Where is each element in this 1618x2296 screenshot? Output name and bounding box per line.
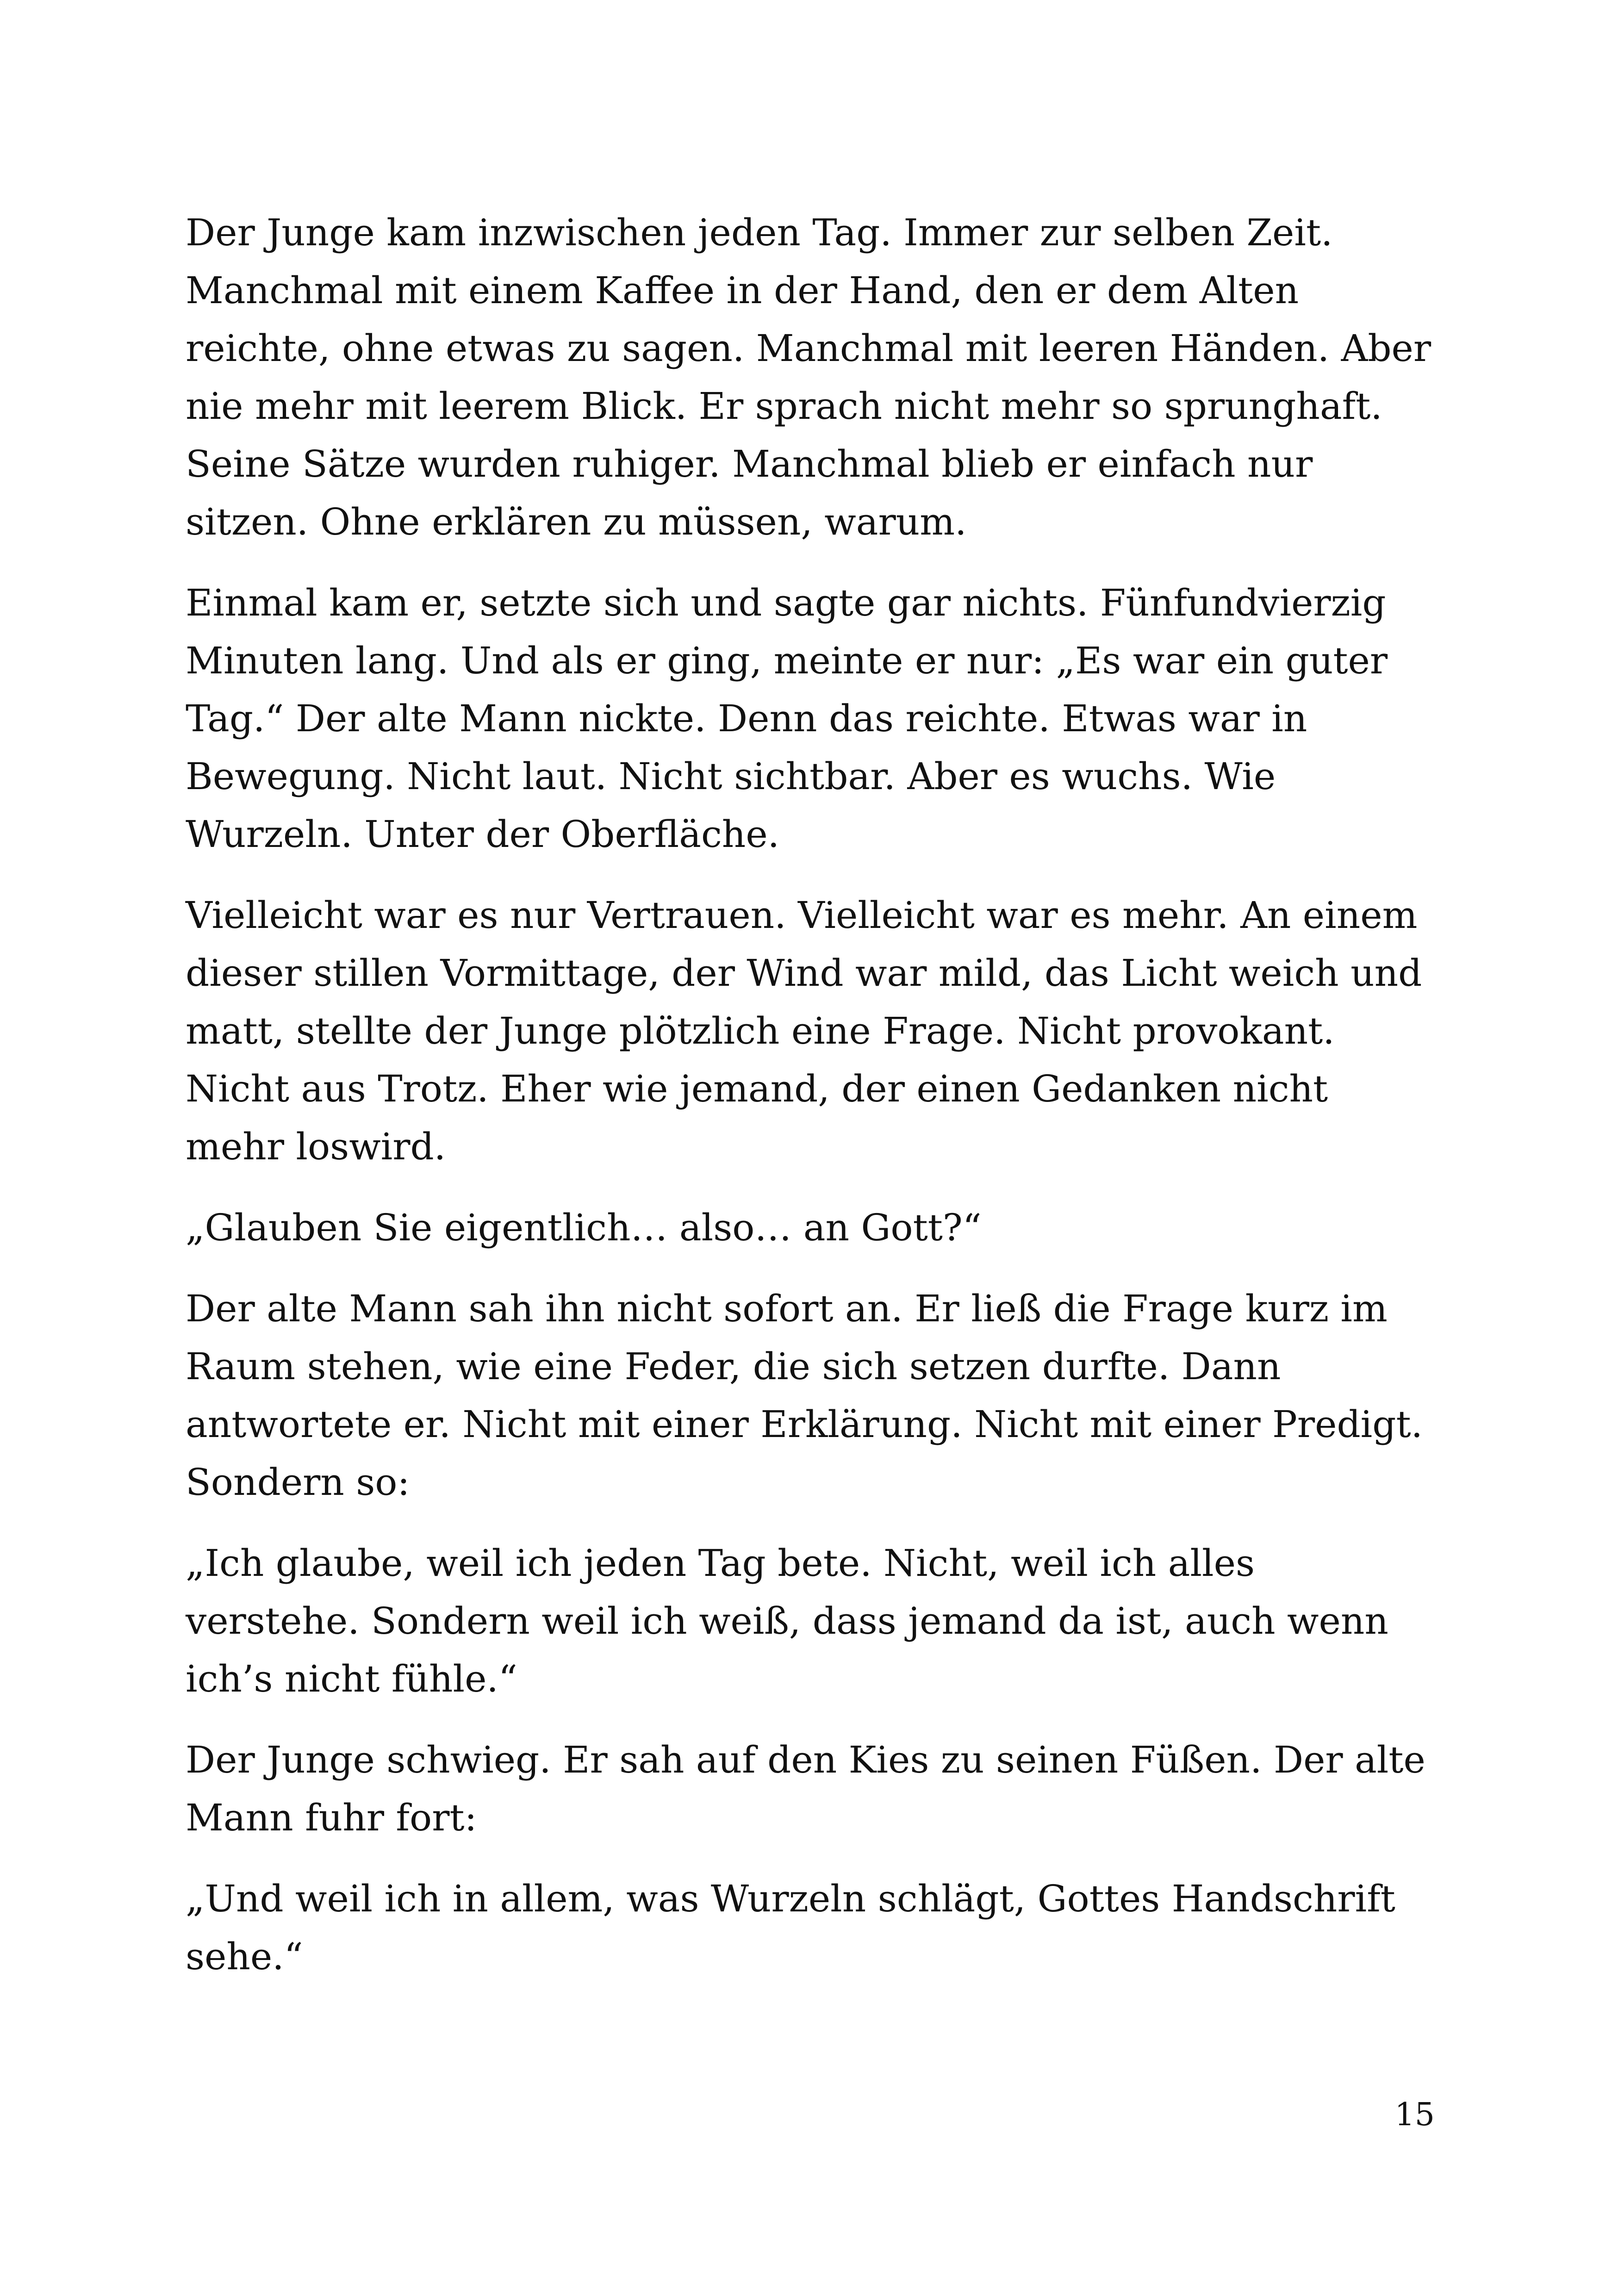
- paragraph: Der Junge schwieg. Er sah auf den Kies zu seinen Füßen. Der alte Mann fuhr fort:: [186, 1738, 1425, 1839]
- paragraph: „Ich glaube, weil ich jeden Tag bete. Nicht, weil ich alles verstehe. Sondern weil ich weiß, dass jemand da ist, auch wenn ich’s nicht fühle.“: [186, 1542, 1388, 1700]
- paragraph: Einmal kam er, setzte sich und sagte gar nichts. Fünfundvierzig Minuten lang. Und als er ging, meinte er nur: „Es war ein guter Tag.“ Der alte Mann nickte. Denn das reichte. Etwas war in Bewegung. Nicht laut. Nicht sichtbar. Aber es wuchs. Wie Wurzeln. Unter der Oberfläche.: [186, 581, 1388, 856]
- page-number: 15: [1394, 2097, 1435, 2133]
- paragraph: „Glauben Sie eigentlich… also… an Gott?“: [186, 1206, 982, 1249]
- paragraph: Vielleicht war es nur Vertrauen. Vielleicht war es mehr. An einem dieser stillen Vormittage, der Wind war mild, das Licht weich und matt, stellte der Junge plötzlich eine Frage. Nicht provokant. Nicht aus Trotz. Eher wie jemand, der einen Gedanken nicht mehr loswird.: [186, 894, 1422, 1168]
- paragraph: Der Junge kam inzwischen jeden Tag. Immer zur selben Zeit. Manchmal mit einem Kaffee in der Hand, den er dem Alten reichte, ohne etwas zu sagen. Manchmal mit leeren Händen. Aber nie mehr mit leerem Blick. Er sprach nicht mehr so sprunghaft. Seine Sätze wurden ruhiger. Manchmal blieb er einfach nur sitzen. Ohne erklären zu müssen, warum.: [186, 211, 1431, 543]
- body-text: [186, 204, 1435, 2009]
- paragraph: Der alte Mann sah ihn nicht sofort an. Er ließ die Frage kurz im Raum stehen, wie eine Feder, die sich setzen durfte. Dann antwortete er. Nicht mit einer Erklärung. Nicht mit einer Predigt. Sondern so:: [186, 1287, 1423, 1504]
- paragraph: „Und weil ich in allem, was Wurzeln schlägt, Gottes Handschrift sehe.“: [186, 1877, 1395, 1978]
